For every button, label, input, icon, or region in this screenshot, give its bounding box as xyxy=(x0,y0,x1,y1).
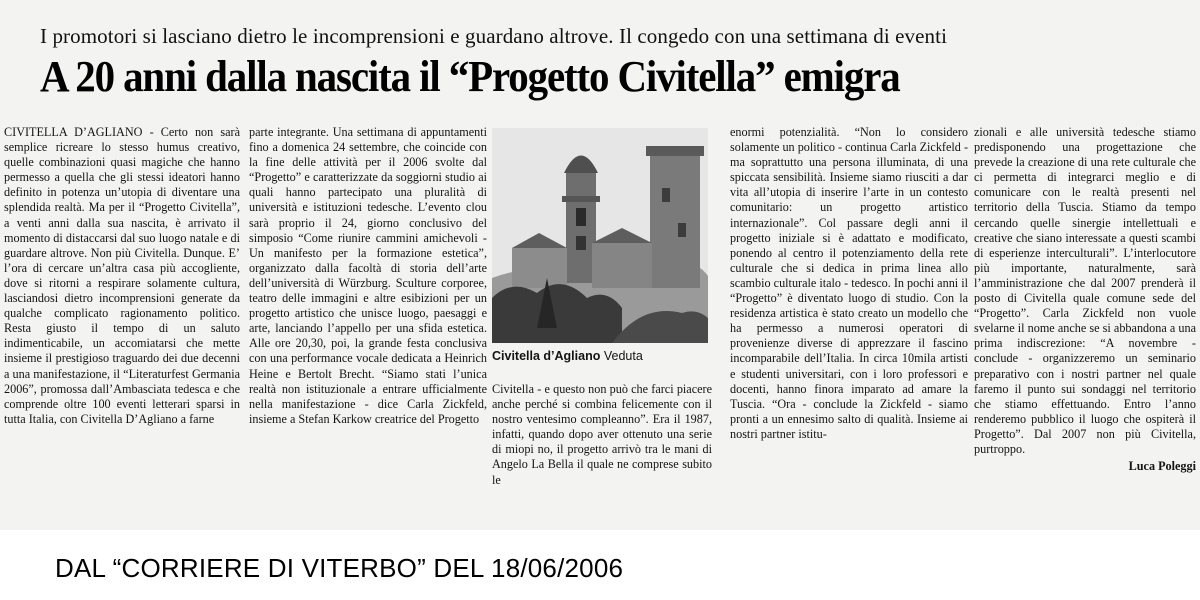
photo-caption xyxy=(492,348,712,364)
article-column-4 xyxy=(730,125,968,525)
article-kicker: I promotori si lasciano dietro le incomprensioni e guardano altrove. Il congedo con una settimana di eventi xyxy=(40,24,948,48)
column-1-text: CIVITELLA D’AGLIANO - Certo non sarà semplice ricreare lo stesso humus creativo, quelle combinazioni quasi magiche che hanno permesso a quella che gli stessi ideatori hanno definito in potenza un’utopia di diventare una splendida realtà. Ma per il “Progetto Civitella”, a venti anni dalla sua nascita, è arrivato il momento di distaccarsi dal suo luogo natale e di guardare altrove. Non più Civitella. Dunque. E’ l’ora di cercare un’altra casa più accogliente, dove si ritorni a respirare solamente cultura, lasciandosi dietro incomprensioni generate da qualche complicato ragionamento politico. Resta giusto il tempo di un saluto indimenticabile, un accomiatarsi che mette insieme il prestigioso traguardo dei due decenni a una manifestazione, il “Literaturfest Germania 2006”, promossa dall’Ambasciata tedesca e che comprende oltre 100 eventi letterari sparsi in tutta Italia, con Civitella D’Agliano a farne xyxy=(4,125,240,426)
column-5-text: zionali e alle università tedesche stiamo predisponendo una progettazione che prevede la creazione di una rete culturale che ci permetta di integrarci meglio e di comunicare con le realtà presenti nel territorio della Tuscia. Stiamo da tempo cercando quelle sinergie intellettuali e creative che siano interessate a questi scambi di esperienze interculturali”. L’interlocutore più importante, naturalmente, sarà l’amministrazione che dal 2007 prenderà il posto di Civitella quale comune sede del “Progetto”. Carla Zickfeld non vuole svelarne il nome anche se si abbandona a una prima indiscrezione: “A novembre - conclude - organizzeremo un seminario preparativo con i nostri partner nel quale faremo il punto sui sondaggi nel territorio che stiamo effettuando. Entro l’anno renderemo pubblico il luogo che ospiterà il Progetto”. Dal 2007 non più Civitella, purtroppo. xyxy=(974,125,1196,456)
article-column-3 xyxy=(492,125,712,525)
article-author: Luca Poleggi xyxy=(1128,459,1196,474)
caption-place: Civitella d’Agliano xyxy=(492,349,601,363)
town-view-image xyxy=(492,128,708,343)
article-headline: A 20 anni dalla nascita il “Progetto Civitella” emigra xyxy=(40,52,900,101)
caption-label: Veduta xyxy=(603,349,643,363)
column-2-text: parte integrante. Una settimana di appuntamenti fino a domenica 24 settembre, che coincide con la fine delle attività per il 2006 svolte dal “Progetto” e caratterizzate da soggiorni studio ai quali hanno partecipato una pluralità di università e istituzioni tedesche. L’evento clou sarà proprio il 24, giorno conclusivo del simposio “Come riunire cammini amichevoli - Un manifesto per la formazione estetica”, organizzato dalla facoltà di storia dell’arte dell’università di Würzburg. Sculture corporee, teatro delle immagini e altre esibizioni per un progetto artistico che unisce luogo, paesaggi e arte, lanciando l’appello per una sfida estetica. Alle ore 20,30, poi, la grande festa conclusiva con una performance vocale dedicata a Heinrich Heine e Bertolt Brecht. “Siamo stati l’unica realtà non istituzionale a entrare ufficialmente nella manifestazione - dice Carla Zickfeld, insieme a Stefan Karkow creatrice del Progetto xyxy=(249,125,487,426)
article-column-5 xyxy=(974,125,1196,525)
column-3-text: Civitella - e questo non può che farci piacere anche perché si combina felicemente con il nostro ventesimo compleanno”. Era il 1987, infatti, quando dopo aver ottenuto una serie di miopi no, il progetto arrivò tra le mani di Angelo La Bella il quale ne comprese subito le xyxy=(492,382,712,487)
source-caption: DAL “CORRIERE DI VITERBO” DEL 18/06/2006 xyxy=(55,553,624,583)
column-4-text: enormi potenzialità. “Non lo considero solamente un politico - continua Carla Zickfeld - ma soprattutto una persona illuminata, di una spiccata sensibilità. Insieme siamo riusciti a dar vita all’utopia di inserire l’arte in un contesto comunitario: un progetto artistico internazionale”. Col passare degli anni il progetto iniziale si è adattato e modificato, ponendo al centro il potenziamento della rete culturale che si dedica in prima linea allo scambio culturale italo - tedesco. In pochi anni il “Progetto” è diventato luogo di studio. Con la residenza artistica è stato creato un modello che ha permesso a numerosi operatori di provenienze diverse di apprezzare il fascino incomparabile dell’Italia. In circa 10mila artisti e studenti universitari, con i loro professori e docenti, hanno finora imparato ad amare la Tuscia. “Ora - conclude la Zickfeld - siamo pronti a un ennesimo salto di qualità. Insieme ai nostri partner istitu- xyxy=(730,125,968,441)
article-column-1 xyxy=(4,125,240,525)
town-photo xyxy=(492,128,708,343)
article-column-2 xyxy=(249,125,487,525)
